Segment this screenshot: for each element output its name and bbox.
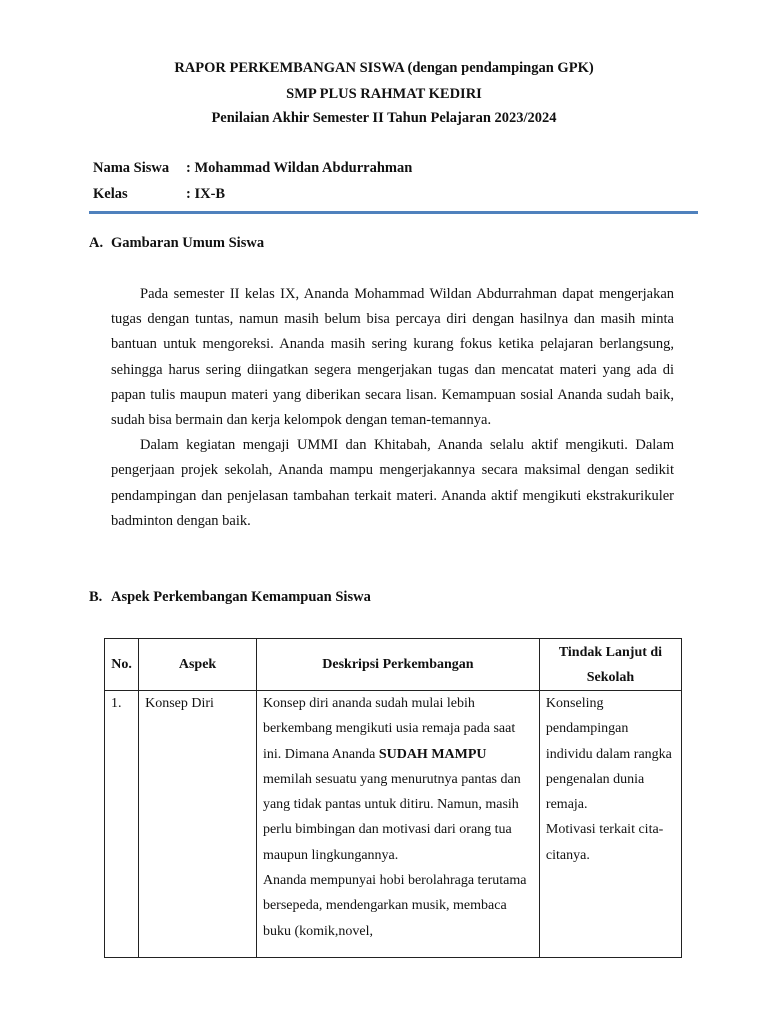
student-name-label: Nama Siswa <box>93 160 170 176</box>
development-table <box>104 638 682 958</box>
header-tindak-lanjut: Tindak Lanjut di Sekolah <box>539 639 681 691</box>
row-no: 1. <box>105 691 139 958</box>
header-deskripsi: Deskripsi Perkembangan <box>256 639 539 691</box>
assessment-period: Penilaian Akhir Semester II Tahun Pelajaran 2023/2024 <box>211 110 557 126</box>
section-b-number: B. <box>89 589 103 605</box>
student-name-value: : Mohammad Wildan Abdurrahman <box>186 160 413 176</box>
student-name-row <box>93 160 412 177</box>
desc-emphasis: SUDAH MAMPU <box>378 746 487 762</box>
row-aspek: Konsep Diri <box>139 691 257 958</box>
header-no: No. <box>105 639 139 691</box>
row-deskripsi <box>256 691 539 958</box>
desc-text-1: Konsep diri ananda sudah mulai lebih berkembang mengikuti usia remaja pada saat ini. Dimana Ananda <box>262 696 516 762</box>
section-a-heading <box>89 235 264 252</box>
row-tindak-lanjut <box>539 691 681 958</box>
header-divider <box>89 211 698 214</box>
section-b-title: Aspek Perkembangan Kemampuan Siswa <box>111 589 371 605</box>
table-header-row <box>105 639 682 691</box>
student-class-label: Kelas <box>93 186 128 202</box>
tindak-text-2: Motivasi terkait cita-citanya. <box>545 822 664 863</box>
section-a-title: Gambaran Umum Siswa <box>111 235 265 251</box>
section-b-heading <box>89 589 371 606</box>
desc-text-3: Ananda mempunyai hobi berolahraga terutama bersepeda, mendengarkan musik, membaca buku (komik,novel, <box>262 873 527 939</box>
section-a-paragraph-1: Pada semester II kelas IX, Ananda Mohammad Wildan Abdurrahman dapat mengerjakan tugas dengan tuntas, namun masih belum bisa percaya diri dengan hasilnya dan masih minta bantuan untuk mengoreksi. Ananda masih sering kurang fokus ketika pelajaran berlangsung, sehingga harus sering diingatkan segera mengerjakan tugas dan mencatat materi yang ada di papan tulis maupun materi yang diberikan secara lisan. Kemampuan sosial Ananda sudah baik, sudah bisa bermain dan kerja kelompok dengan teman-temannya. <box>111 286 674 429</box>
header-aspek: Aspek <box>139 639 257 691</box>
section-a-number: A. <box>89 235 104 251</box>
section-a-paragraph-2: Dalam kegiatan mengaji UMMI dan Khitabah, Ananda selalu aktif mengikuti. Dalam pengerjaan projek sekolah, Ananda mampu mengerjakannya secara maksimal dengan sedikit pendampingan dan penjelasan tambahan terkait materi. Ananda aktif mengikuti ekstrakurikuler badminton dengan baik. <box>111 437 674 529</box>
tindak-text-1: Konseling pendampingan individu dalam rangka pengenalan dunia remaja. <box>545 696 672 813</box>
table-row <box>105 691 682 958</box>
student-class-row <box>93 186 225 203</box>
school-name: SMP PLUS RAHMAT KEDIRI <box>286 86 482 102</box>
report-title: RAPOR PERKEMBANGAN SISWA (dengan pendampingan GPK) <box>174 60 594 76</box>
desc-text-2: memilah sesuatu yang menurutnya pantas dan yang tidak pantas untuk ditiru. Namun, masih perlu bimbingan dan motivasi dari orang tua maupun lingkungannya. <box>262 771 521 863</box>
student-class-value: : IX-B <box>186 186 226 202</box>
section-a-body <box>111 282 674 534</box>
